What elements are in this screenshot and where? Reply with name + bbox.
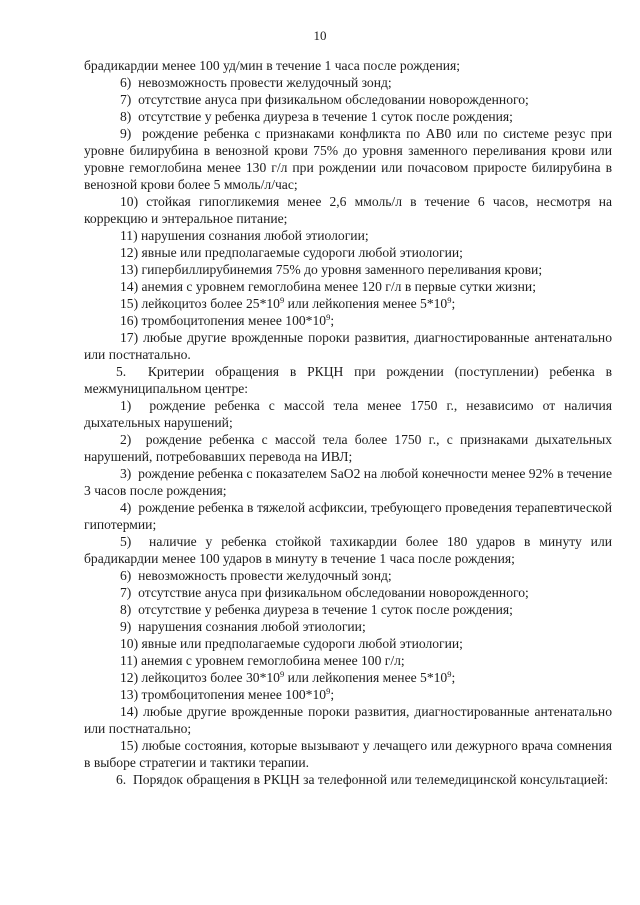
superscript: 9 xyxy=(326,686,331,696)
criterion-11: 11) анемия с уровнем гемоглобина менее 100 г/л; xyxy=(120,653,405,668)
list-item-16-text-b: ; xyxy=(330,313,335,328)
paragraph-continuation: брадикардии менее 100 уд/мин в течение 1 часа после рождения; xyxy=(84,58,461,73)
list-item-10: 10) стойкая гипогликемия менее 2,6 ммоль/л в течение 6 часов, несмотря на коррекцию и энтеральное питание; xyxy=(84,194,612,226)
list-item-17: 17) любые другие врожденные пороки развития, диагностированные антенатально или постнатально. xyxy=(84,330,612,362)
criterion-13-text-b: ; xyxy=(330,687,335,702)
criterion-13-text-a: 13) тромбоцитопения менее 100*10 xyxy=(120,687,327,702)
section-5-heading: 5. Критерии обращения в РКЦН при рождении (поступлении) ребенка в межмуниципальном центре: xyxy=(84,364,612,396)
list-item-7: 7) отсутствие ануса при физикальном обследовании новорожденного; xyxy=(120,92,529,107)
criterion-15: 15) любые состояния, которые вызывают у лечащего или дежурного врача сомнения в выборе стратегии и тактики терапии. xyxy=(84,738,612,770)
criterion-4: 4) рождение ребенка в тяжелой асфиксии, требующего проведения терапевтической гипотермии; xyxy=(84,500,612,532)
criterion-9: 9) нарушения сознания любой этиологии; xyxy=(120,619,366,634)
list-item-15 xyxy=(84,295,612,312)
list-item-9: 9) рождение ребенка с признаками конфликта по АВ0 или по системе резус при уровне билирубина в венозной крови 75% до уровня заменного переливания крови или уровне гемоглобина менее 130 г/л при рождении или почасовом приросте билирубина в венозной крови более 5 ммоль/л/час; xyxy=(84,126,612,192)
criterion-1: 1) рождение ребенка с массой тела менее 1750 г., независимо от наличия дыхательных нарушений; xyxy=(84,398,612,430)
list-item-15-text-c: ; xyxy=(451,296,456,311)
superscript: 9 xyxy=(447,669,452,679)
list-item-12: 12) явные или предполагаемые судороги любой этиологии; xyxy=(120,245,463,260)
superscript: 9 xyxy=(326,312,331,322)
criterion-13 xyxy=(84,686,612,703)
criterion-12-text-b: или лейкопения менее 5*10 xyxy=(284,670,448,685)
superscript: 9 xyxy=(279,295,285,305)
list-item-6: 6) невозможность провести желудочный зонд; xyxy=(120,75,392,90)
criterion-12 xyxy=(84,669,612,686)
list-item-13: 13) гипербиллирубинемия 75% до уровня заменного переливания крови; xyxy=(120,262,543,277)
page-number: 10 xyxy=(313,28,327,43)
list-item-8: 8) отсутствие у ребенка диуреза в течение 1 суток после рождения; xyxy=(120,109,513,124)
list-item-16 xyxy=(84,312,612,329)
section-6-heading: 6. Порядок обращения в РКЦН за телефонной или телемедицинской консультацией: xyxy=(116,772,609,787)
criterion-12-text-c: ; xyxy=(451,670,456,685)
criterion-12-text-a: 12) лейкоцитоз более 30*10 xyxy=(120,670,280,685)
criterion-10: 10) явные или предполагаемые судороги любой этиологии; xyxy=(120,636,463,651)
criterion-5: 5) наличие у ребенка стойкой тахикардии более 180 ударов в минуту или брадикардии менее 100 ударов в минуту в течение 1 часа после рождения; xyxy=(84,534,612,566)
list-item-14: 14) анемия с уровнем гемоглобина менее 120 г/л в первые сутки жизни; xyxy=(120,279,536,294)
list-item-15-text-a: 15) лейкоцитоз более 25*10 xyxy=(120,296,280,311)
superscript: 9 xyxy=(447,295,452,305)
criterion-8: 8) отсутствие у ребенка диуреза в течение 1 суток после рождения; xyxy=(120,602,513,617)
list-item-15-text-b: или лейкопения менее 5*10 xyxy=(284,296,448,311)
document-body xyxy=(84,57,612,788)
criterion-2: 2) рождение ребенка с массой тела более 1750 г., с признаками дыхательных нарушений, потребовавших перевода на ИВЛ; xyxy=(84,432,612,464)
criterion-6: 6) невозможность провести желудочный зонд; xyxy=(120,568,392,583)
criterion-7: 7) отсутствие ануса при физикальном обследовании новорожденного; xyxy=(120,585,529,600)
list-item-16-text-a: 16) тромбоцитопения менее 100*10 xyxy=(120,313,327,328)
criterion-14: 14) любые другие врожденные пороки развития, диагностированные антенатально или постнатально; xyxy=(84,704,612,736)
superscript: 9 xyxy=(279,669,285,679)
criterion-3: 3) рождение ребенка с показателем SaO2 на любой конечности менее 92% в течение 3 часов после рождения; xyxy=(84,466,612,498)
list-item-11: 11) нарушения сознания любой этиологии; xyxy=(120,228,369,243)
